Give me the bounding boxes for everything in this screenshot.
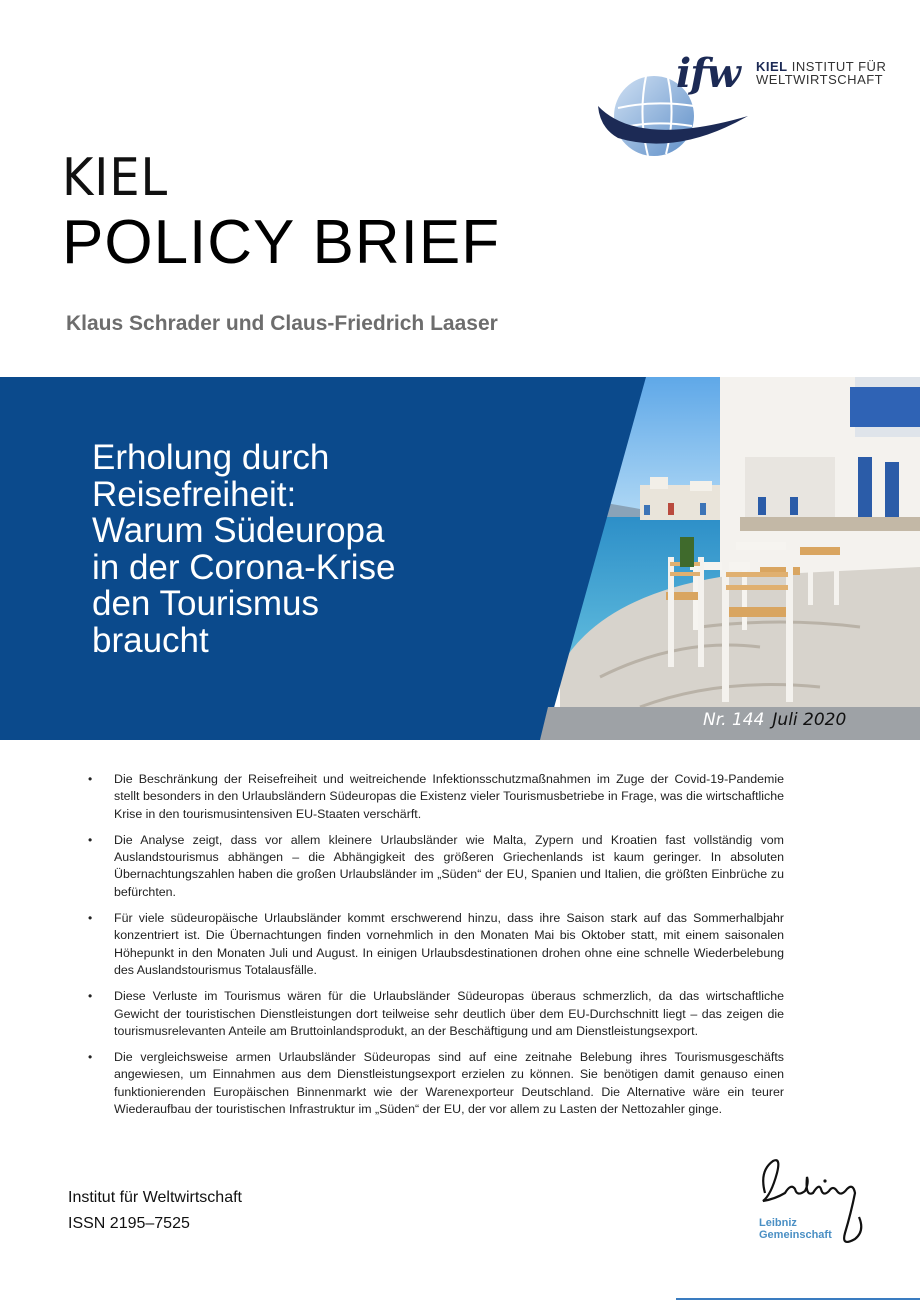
issue-date: Juli 2020 — [772, 710, 847, 730]
logo-weltwirtschaft: WELTWIRTSCHAFT — [756, 72, 884, 87]
footer-issn: ISSN 2195–7525 — [68, 1215, 190, 1232]
series-title-policy-brief: POLICY BRIEF — [62, 208, 501, 277]
issue-number: Nr. 144 — [703, 710, 765, 730]
summary-bullets — [88, 771, 784, 1127]
list-item: • Diese Verluste im Tourismus wären für die Urlaubsländer Südeuropas überaus schmerzlich, da das wirtschaftliche Gewicht der touristischen Dienstleistungen dort teilweise sehr deutlich über dem EU-Durchschnitt liegt – das zeigen die tourismusrelevanten Anteile am Bruttoinlandsprodukt, an der Beschäftigung und am Dienstleistungsexport. — [88, 988, 784, 1040]
headline-line: Reisefreiheit: — [92, 474, 297, 514]
list-item: • Die Beschränkung der Reisefreiheit und weitreichende Infektionsschutzmaßnahmen im Zuge der Covid-19-Pandemie stellt besonders in den Urlaubsländern Südeuropas die Existenz vieler Tourismusbetriebe in Frage, was die wirtschaftliche Krise in den tourismusintensiven EU-Staaten verschärft. — [88, 771, 784, 823]
series-title-kiel: KIEL — [62, 148, 169, 208]
headline-line: den Tourismus — [92, 584, 319, 623]
list-item: • Für viele südeuropäische Urlaubsländer kommt erschwerend hinzu, dass ihre Saison stark auf das Sommerhalbjahr konzentriert ist. Die Übernachtungen finden vornehmlich in den Monaten Mai bis Oktober statt, mit einem saisonalen Höhepunkt in den Monaten Juli und August. In einigen Urlaubsdestinationen drohen ohne eine schnelle Wiederbelebung des Auslandstourismus Totalausfälle. — [88, 910, 784, 979]
authors: Klaus Schrader und Claus-Friedrich Laaser — [66, 312, 498, 335]
leibniz-line2: Gemeinschaft — [759, 1229, 832, 1241]
ifw-logo — [598, 48, 898, 163]
logo-institut: INSTITUT FÜR — [791, 59, 887, 74]
leibniz-text — [759, 1217, 832, 1241]
bottom-rule — [676, 1298, 920, 1300]
logo-mark: ifw — [676, 50, 740, 97]
logo-kiel: KIEL — [756, 59, 788, 74]
headline-line: braucht — [92, 620, 209, 660]
issue-info — [703, 710, 846, 730]
list-item: • Die vergleichsweise armen Urlaubsländer Südeuropas sind auf eine zeitnahe Belebung ihres Tourismusgeschäfts angewiesen, um Einnahmen aus dem Dienstleistungsexport erzielen zu können. Sie benötigen damit genauso einen funktionierenden Europäischen Binnenmarkt wie der Warenexporteur Deutschland. Die Alternative wäre ein teurer Wiederaufbau der touristischen Infrastruktur im „Süden“ der EU, der vor allem zu Lasten der Nettozahler ginge. — [88, 1049, 784, 1118]
logo-text — [756, 60, 886, 86]
headline-line: Erholung durch — [92, 438, 330, 477]
list-item: • Die Analyse zeigt, dass vor allem kleinere Urlaubsländer wie Malta, Zypern und Kroatien fast vollständig vom Auslandstourismus abhängen – die Abhängigkeit des größeren Griechenlands ist kaum geringer. In absoluten Übernachtungszahlen haben die großen Urlaubsländer im „Süden“ der EU, Spanien und Italien, die größten Einbrüche zu befürchten. — [88, 832, 784, 901]
footer-institute: Institut für Weltwirtschaft — [68, 1189, 242, 1206]
headline — [92, 440, 562, 659]
headline-line: Warum Südeuropa — [92, 511, 385, 550]
leibniz-logo — [755, 1153, 877, 1253]
headline-line: in der Corona-Krise — [92, 547, 396, 587]
leibniz-line1: Leibniz — [759, 1217, 797, 1229]
